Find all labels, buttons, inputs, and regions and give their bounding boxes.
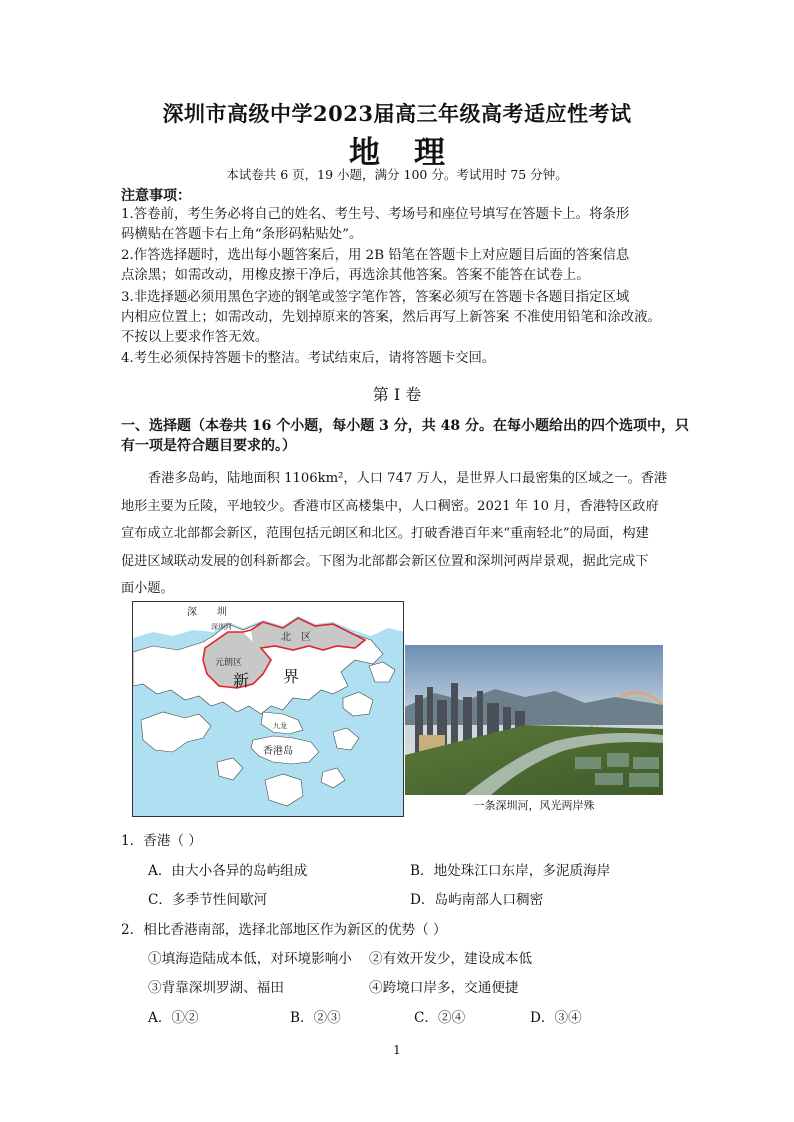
exam-title: 深圳市高级中学2023届高三年级高考适应性考试 (162, 101, 632, 126)
map-drawing (133, 602, 404, 817)
question-2-option-b: B．②③ (290, 1010, 341, 1026)
question-2-item-1: ①填海造陆成本低，对环境影响小 (148, 951, 352, 967)
shenzhen-river-photo (405, 645, 663, 795)
notice-line: 不按以上要求作答无效。 (121, 330, 269, 345)
question-1-option-d: D．岛屿南部人口稠密 (410, 892, 544, 908)
hong-kong-map (132, 601, 404, 817)
subject-title: 地理 (349, 135, 479, 171)
question-2-option-a: A．①② (148, 1010, 199, 1026)
photo-drawing (405, 645, 663, 795)
photo-caption: 一条深圳河，风光两岸殊 (473, 799, 595, 812)
notice-line: 内相应位置上；如需改动，先划掉原来的答案，然后再写上新答案 不准使用铅笔和涂改液。 (121, 310, 661, 325)
map-label-shenzhen-river: 深圳河 (211, 623, 232, 631)
map-label-hk-island: 香港岛 (263, 746, 293, 757)
passage-line: 宣布成立北部都会新区，范围包括元朗区和北区。打破香港百年来“重南轻北”的局面，构建 (121, 526, 649, 541)
section-heading-line2: 有一项是符合题目要求的。） (121, 438, 296, 454)
map-label-jie: 界 (283, 667, 300, 686)
notice-heading: 注意事项： (121, 188, 191, 204)
notice-line: 1.答卷前，考生务必将自己的姓名、考生号、考场号和座位号填写在答题卡上。将条形 (121, 207, 630, 222)
question-2-option-c: C．②④ (414, 1010, 466, 1026)
question-1-option-b: B．地处珠江口东岸，多泥质海岸 (410, 863, 611, 879)
notice-line: 4.考生必须保持答题卡的整洁。考试结束后，请将答题卡交回。 (121, 351, 496, 366)
map-label-kowloon: 九龙 (273, 722, 287, 730)
question-1-stem: 1．香港（ ） (121, 833, 202, 849)
map-label-shenzhen: 深 圳 (187, 607, 227, 618)
exam-info: 本试卷共 6 页，19 小题，满分 100 分。考试用时 75 分钟。 (226, 167, 568, 182)
section-heading-line1: 一、选择题（本卷共 16 个小题，每小题 3 分，共 48 分。在每小题给出的四个选项中，只 (121, 418, 689, 434)
map-label-north-district: 北 区 (281, 632, 311, 643)
notice-line: 2.作答选择题时，选出每小题答案后，用 2B 铅笔在答题卡上对应题目后面的答案信息 (121, 248, 630, 263)
question-2-item-3: ③背靠深圳罗湖、福田 (148, 980, 284, 996)
question-2-item-2: ②有效开发少，建设成本低 (369, 951, 533, 967)
passage-line: 地形主要为丘陵，平地较少。香港市区高楼集中，人口稠密。2021 年 10 月，香港特区政府 (121, 499, 659, 514)
question-2-item-4: ④跨境口岸多，交通便捷 (369, 980, 519, 996)
question-2-stem: 2．相比香港南部，选择北部地区作为新区的优势（ ） (121, 922, 447, 938)
notice-line: 3.非选择题必须用黑色字迹的钢笔或签字笔作答，答案必须写在答题卡各题目指定区域 (121, 290, 630, 305)
notice-line: 码横贴在答题卡右上角“条形码粘贴处”。 (121, 227, 363, 242)
question-1-option-a: A．由大小各异的岛屿组成 (148, 863, 308, 879)
page-number: 1 (393, 1043, 401, 1057)
map-label-xin: 新 (233, 671, 250, 690)
passage-line: 香港多岛屿，陆地面积 1106km²，人口 747 万人，是世界人口最密集的区域之一。香港 (148, 471, 668, 486)
map-label-yuen-long: 元朗区 (215, 658, 243, 668)
passage-line: 面小题。 (121, 581, 174, 596)
volume-heading: 第 I 卷 (372, 385, 422, 404)
question-2-option-d: D．③④ (530, 1010, 582, 1026)
notice-line: 点涂黑；如需改动，用橡皮擦干净后，再选涂其他答案。答案不能答在试卷上。 (121, 268, 590, 283)
question-1-option-c: C．多季节性间歇河 (148, 892, 268, 908)
passage-line: 促进区域联动发展的创科新都会。下图为北部都会新区位置和深圳河两岸景观，据此完成下 (121, 554, 649, 569)
